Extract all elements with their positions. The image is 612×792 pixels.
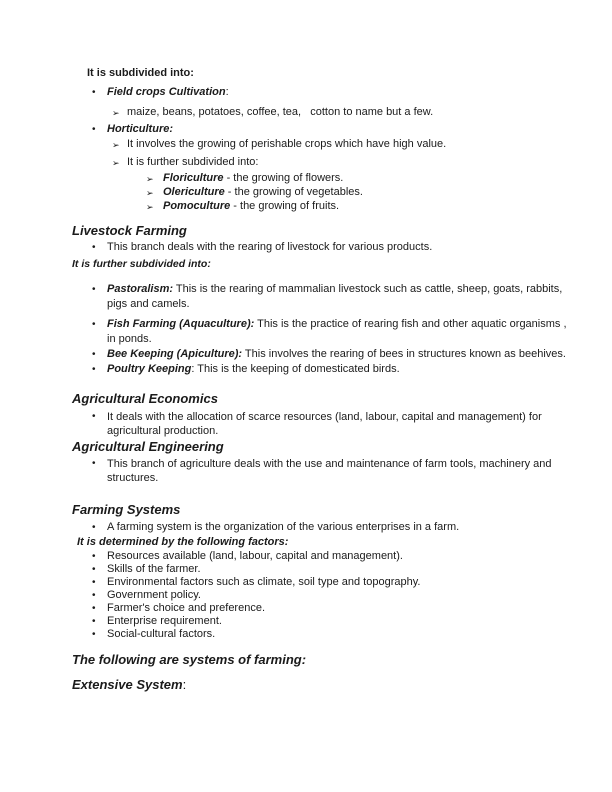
bullet-icon: •	[92, 242, 96, 253]
livestock-subdivided-note: It is further subdivided into:	[72, 258, 211, 270]
sub-bullet-horticulture-subdivided	[72, 155, 572, 171]
bullet-horticulture	[72, 122, 572, 137]
factors-note: It is determined by the following factors:	[77, 536, 289, 548]
bullet-text: Social-cultural factors.	[107, 628, 216, 640]
bullet-text: Horticulture:	[107, 123, 173, 135]
section-heading-extensive-system: Extensive System:	[72, 677, 187, 692]
bullet-icon: •	[92, 364, 96, 375]
sub-bullet-horticulture-desc	[72, 137, 572, 153]
sub-bullet-text: It involves the growing of perishable crops which have high value.	[127, 138, 447, 150]
arrow-bullet-icon: ➢	[112, 158, 120, 168]
bullet-icon: •	[92, 349, 96, 360]
sub-bullet-text: It is further subdivided into:	[127, 156, 259, 168]
intro-line: It is subdivided into:	[87, 67, 194, 79]
sub-bullet-text: Pomoculture - the growing of fruits.	[163, 200, 340, 212]
bullet-icon: •	[92, 284, 96, 295]
bullet-farming-system-desc	[72, 520, 572, 535]
bullet-icon: •	[92, 603, 96, 614]
section-heading-systems-of-farming: The following are systems of farming:	[72, 652, 307, 667]
bullet-factor-skills	[72, 563, 572, 576]
bullet-text: A farming system is the organization of the various enterprises in a farm.	[107, 521, 460, 533]
bullet-text: Government policy.	[107, 589, 201, 601]
section-heading-agricultural-economics: Agricultural Economics	[72, 391, 218, 406]
bullet-text: Environmental factors such as climate, soil type and topography.	[107, 576, 421, 588]
bullet-engineering-desc	[72, 457, 572, 485]
bullet-icon: •	[92, 629, 96, 640]
bullet-fish-farming	[72, 317, 572, 347]
bullet-text: It deals with the allocation of scarce resources (land, labour, capital and management) for agricultural production.	[107, 411, 545, 437]
bullet-text: Resources available (land, labour, capital and management).	[107, 550, 403, 562]
bullet-poultry-keeping	[72, 362, 572, 377]
sub-bullet-olericulture	[72, 186, 572, 200]
arrow-bullet-icon: ➢	[146, 188, 154, 198]
bullet-text: Pastoralism: This is the rearing of mammalian livestock such as cattle, sheep, goats, rabbits, pigs and camels.	[107, 283, 566, 310]
bullet-factor-farmers-choice	[72, 602, 572, 615]
bullet-icon: •	[92, 411, 96, 422]
bullet-factor-government	[72, 589, 572, 602]
bullet-icon: •	[92, 577, 96, 588]
sub-bullet-crop-examples	[72, 105, 572, 121]
bullet-factor-environmental	[72, 576, 572, 589]
arrow-bullet-icon: ➢	[146, 174, 154, 184]
bullet-icon: •	[92, 551, 96, 562]
bullet-factor-resources	[72, 550, 572, 563]
bullet-icon: •	[92, 458, 96, 469]
bullet-icon: •	[92, 590, 96, 601]
bullet-text: This branch of agriculture deals with the use and maintenance of farm tools, machinery and structures.	[107, 458, 555, 484]
sub-bullet-text: Olericulture - the growing of vegetables.	[163, 186, 363, 198]
bullet-text: Enterprise requirement.	[107, 615, 222, 627]
bullet-icon: •	[92, 87, 96, 98]
bullet-icon: •	[92, 319, 96, 330]
bullet-text: Farmer's choice and preference.	[107, 602, 266, 614]
section-heading-farming-systems: Farming Systems	[72, 502, 181, 517]
bullet-field-crops	[72, 85, 572, 100]
bullet-text: Poultry Keeping: This is the keeping of domesticated birds.	[107, 363, 400, 375]
bullet-factor-social-cultural	[72, 628, 572, 641]
bullet-icon: •	[92, 522, 96, 533]
bullet-bee-keeping	[72, 347, 572, 362]
bullet-factor-enterprise	[72, 615, 572, 628]
bullet-icon: •	[92, 564, 96, 575]
bullet-text: Field crops Cultivation:	[107, 86, 229, 98]
sub-bullet-text: Floriculture - the growing of flowers.	[163, 172, 344, 184]
section-heading-livestock-farming: Livestock Farming	[72, 223, 187, 238]
bullet-icon: •	[92, 124, 96, 135]
bullet-icon: •	[92, 616, 96, 627]
bullet-text: Bee Keeping (Apiculture): This involves the rearing of bees in structures known as beehives.	[107, 348, 566, 360]
bullet-text: Fish Farming (Aquaculture): This is the practice of rearing fish and other aquatic organisms , in ponds.	[107, 318, 570, 345]
bullet-pastoralism	[72, 282, 572, 312]
arrow-bullet-icon: ➢	[146, 202, 154, 212]
sub-bullet-text: maize, beans, potatoes, coffee, tea, cotton to name but a few.	[127, 106, 434, 118]
bullet-economics-desc	[72, 410, 572, 438]
arrow-bullet-icon: ➢	[112, 108, 120, 118]
sub-bullet-pomoculture	[72, 200, 572, 214]
bullet-text: Skills of the farmer.	[107, 563, 201, 575]
bullet-text: This branch deals with the rearing of livestock for various products.	[107, 241, 433, 253]
bullet-livestock-desc	[72, 240, 572, 255]
arrow-bullet-icon: ➢	[112, 140, 120, 150]
section-heading-agricultural-engineering: Agricultural Engineering	[72, 439, 224, 454]
sub-bullet-floriculture	[72, 172, 572, 186]
